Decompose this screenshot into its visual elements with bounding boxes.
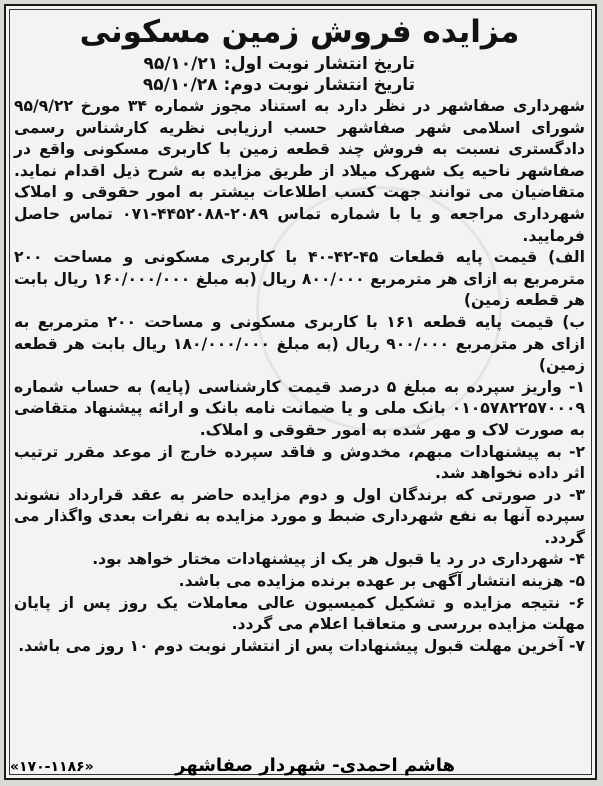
condition-3: ۳- در صورتی که برندگان اول و دوم مزایده حاضر به عقد قرارداد نشوند سپرده آنها به نفع شهرداری ضبط و مورد مزایده به نفرات بعدی واگذار می گردد. xyxy=(14,485,585,547)
condition-7: ۷- آخرین مهلت قبول پیشنهادات پس از انتشار نوبت دوم ۱۰ روز می باشد. xyxy=(18,636,585,655)
footer xyxy=(6,752,595,778)
first-publication-date: تاریخ انتشار نوبت اول: ۹۵/۱۰/۲۱ xyxy=(143,54,415,74)
ad-code: «۱۷۰-۱۱۸۶» xyxy=(10,759,94,775)
condition-5: ۵- هزینه انتشار آگهی بر عهده برنده مزایده می باشد. xyxy=(178,572,585,591)
condition-6: ۶- نتیجه مزایده و تشکیل کمیسیون عالی معاملات یک روز پس از پایان مهلت مزایده بررسی و متعاقبا اعلام می گردد. xyxy=(14,593,585,634)
intro-paragraph: شهرداری صفاشهر در نظر دارد به استناد مجوز شماره ۳۴ مورخ ۹۵/۹/۲۲ شورای اسلامی شهر صفاشهر حسب ارزیابی نظریه کارشناس رسمی دادگستری نسبت به فروش چند قطعه زمین با کاربری مسکونی واقع در صفاشهر ناحیه یک شهرک میلاد از طریق مزایده به شرح ذیل اقدام نماید. متقاضیان می توانند جهت کسب اطلاعات بیشتر به امور حقوقی و املاک شهرداری مراجعه و یا با شماره تماس ۲۰۸۹-۴۴۵۲۰۸۸-۰۷۱ تماس حاصل فرمایید. xyxy=(14,97,585,245)
signature: هاشم احمدی- شهردار صفاشهر xyxy=(175,755,455,776)
second-publication-date: تاریخ انتشار نوبت دوم: ۹۵/۱۰/۲۸ xyxy=(142,75,415,95)
condition-1: ۱- واریز سپرده به مبلغ ۵ درصد قیمت کارشناسی (پایه) به حساب شماره ۰۱۰۵۷۸۲۲۵۷۰۰۰۹ بانک ملی و یا ضمانت نامه بانک و ارائه پیشنهاد متقاضی به صورت لاک و مهر شده به امور حقوقی و املاک. xyxy=(14,377,585,439)
ad-title: مزایده فروش زمین مسکونی xyxy=(79,14,520,50)
lot-b: ب) قیمت پایه قطعه ۱۶۱ با کاربری مسکونی و مساحت ۲۰۰ مترمربع به ازای هر مترمربع ۹۰۰/۰۰۰ ریال (به مبلغ ۱۸۰/۰۰۰/۰۰۰ ریال بابت هر قطعه زمین) xyxy=(14,312,585,375)
condition-4: ۴- شهرداری در رد یا قبول هر یک از پیشنهادات مختار خواهد بود. xyxy=(92,550,585,569)
lot-a: الف) قیمت پایه قطعات ۴۵-۴۲-۴۰ با کاربری مسکونی و مساحت ۲۰۰ مترمربع به ازای هر مترمربع ۸۰۰/۰۰۰ ریال (به مبلغ ۱۶۰/۰۰۰/۰۰۰ ریال بابت هر قطعه زمین) xyxy=(14,248,585,310)
ad-content xyxy=(14,10,585,657)
advertisement-page xyxy=(4,4,597,780)
condition-2: ۲- به پیشنهادات مبهم، مخدوش و فاقد سپرده خارج از موعد مقرر ترتیب اثر داده نخواهد شد. xyxy=(14,442,585,483)
